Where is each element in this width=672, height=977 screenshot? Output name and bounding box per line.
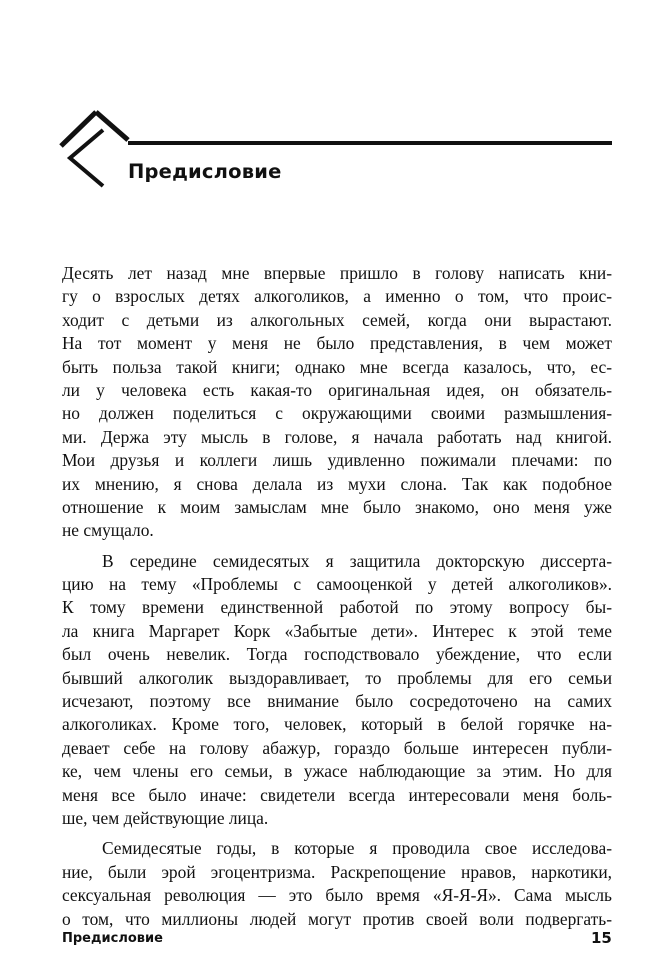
text-line: сексуальная революция — это было время «Я-Я-Я». Сама мысль [62, 885, 612, 906]
text-line: исчезают, поэтому все внимание было сосредоточено на самих [62, 691, 612, 712]
chapter-title: Предисловие [128, 160, 282, 183]
text-line: меня все было иначе: свидетели всегда интересовали меня боль- [62, 784, 612, 805]
text-line: девает себе на голову абажур, гораздо больше интересен публи- [62, 737, 612, 758]
text-line: Семидесятые годы, в которые я проводила свое исследова- [102, 838, 612, 859]
text-line: ли у человека есть какая-то оригинальная идея, он обязатель- [62, 379, 612, 400]
text-line: но должен поделиться с окружающими своими размышления- [62, 403, 612, 424]
paragraph-3 [62, 837, 612, 931]
text-line: На тот момент у меня не было представления, в чем может [62, 333, 612, 354]
text-line: ние, были эрой эгоцентризма. Раскрепощение нравов, наркотики, [62, 861, 612, 882]
paragraph-2 [62, 550, 612, 831]
text-line: К тому времени единственной работой по этому вопросу бы- [62, 597, 612, 618]
running-footer-title: Предисловие [62, 931, 163, 946]
chevron-ornament-icon [61, 112, 128, 186]
text-line: о том, что миллионы людей могут против своей воли подвергать- [62, 908, 612, 929]
text-line: ке, чем члены его семьи, в ужасе наблюдающие за этим. Но для [62, 761, 612, 782]
text-line: В середине семидесятых я защитила докторскую диссерта- [102, 550, 612, 571]
text-line: был очень невелик. Тогда господствовало убеждение, что если [62, 644, 612, 665]
text-line: ше, чем действующие лица. [62, 807, 269, 828]
body-text [62, 262, 612, 931]
text-line: не смущало. [62, 520, 154, 541]
text-line: их мнению, я снова делала из мухи слона. Так как подобное [62, 473, 612, 494]
text-line: цию на тему «Проблемы с самооценкой у детей алкоголиков». [62, 574, 612, 595]
text-line: бывший алкоголик выздоравливает, то проблемы для его семьи [62, 667, 612, 688]
text-line: быть польза такой книги; однако мне всегда казалось, что, ес- [62, 356, 612, 377]
page-number: 15 [591, 929, 612, 947]
text-line: ходит с детьми из алкогольных семей, когда они вырастают. [62, 309, 612, 330]
text-line: Мои друзья и коллеги лишь удивленно пожимали плечами: по [62, 450, 612, 471]
paragraph-1 [62, 262, 612, 543]
text-line: отношение к моим замыслам мне было знакомо, оно меня уже [62, 496, 612, 517]
text-line: алкоголиках. Кроме того, человек, который в белой горячке на- [62, 714, 612, 735]
chapter-heading-ornament [0, 0, 672, 200]
text-line: ла книга Маргарет Корк «Забытые дети». Интерес к этой теме [62, 620, 612, 641]
text-line: ми. Держа эту мысль в голове, я начала работать над книгой. [62, 426, 612, 447]
text-line: гу о взрослых детях алкоголиков, а именно о том, что проис- [62, 286, 612, 307]
text-line: Десять лет назад мне впервые пришло в голову написать кни- [62, 263, 612, 283]
